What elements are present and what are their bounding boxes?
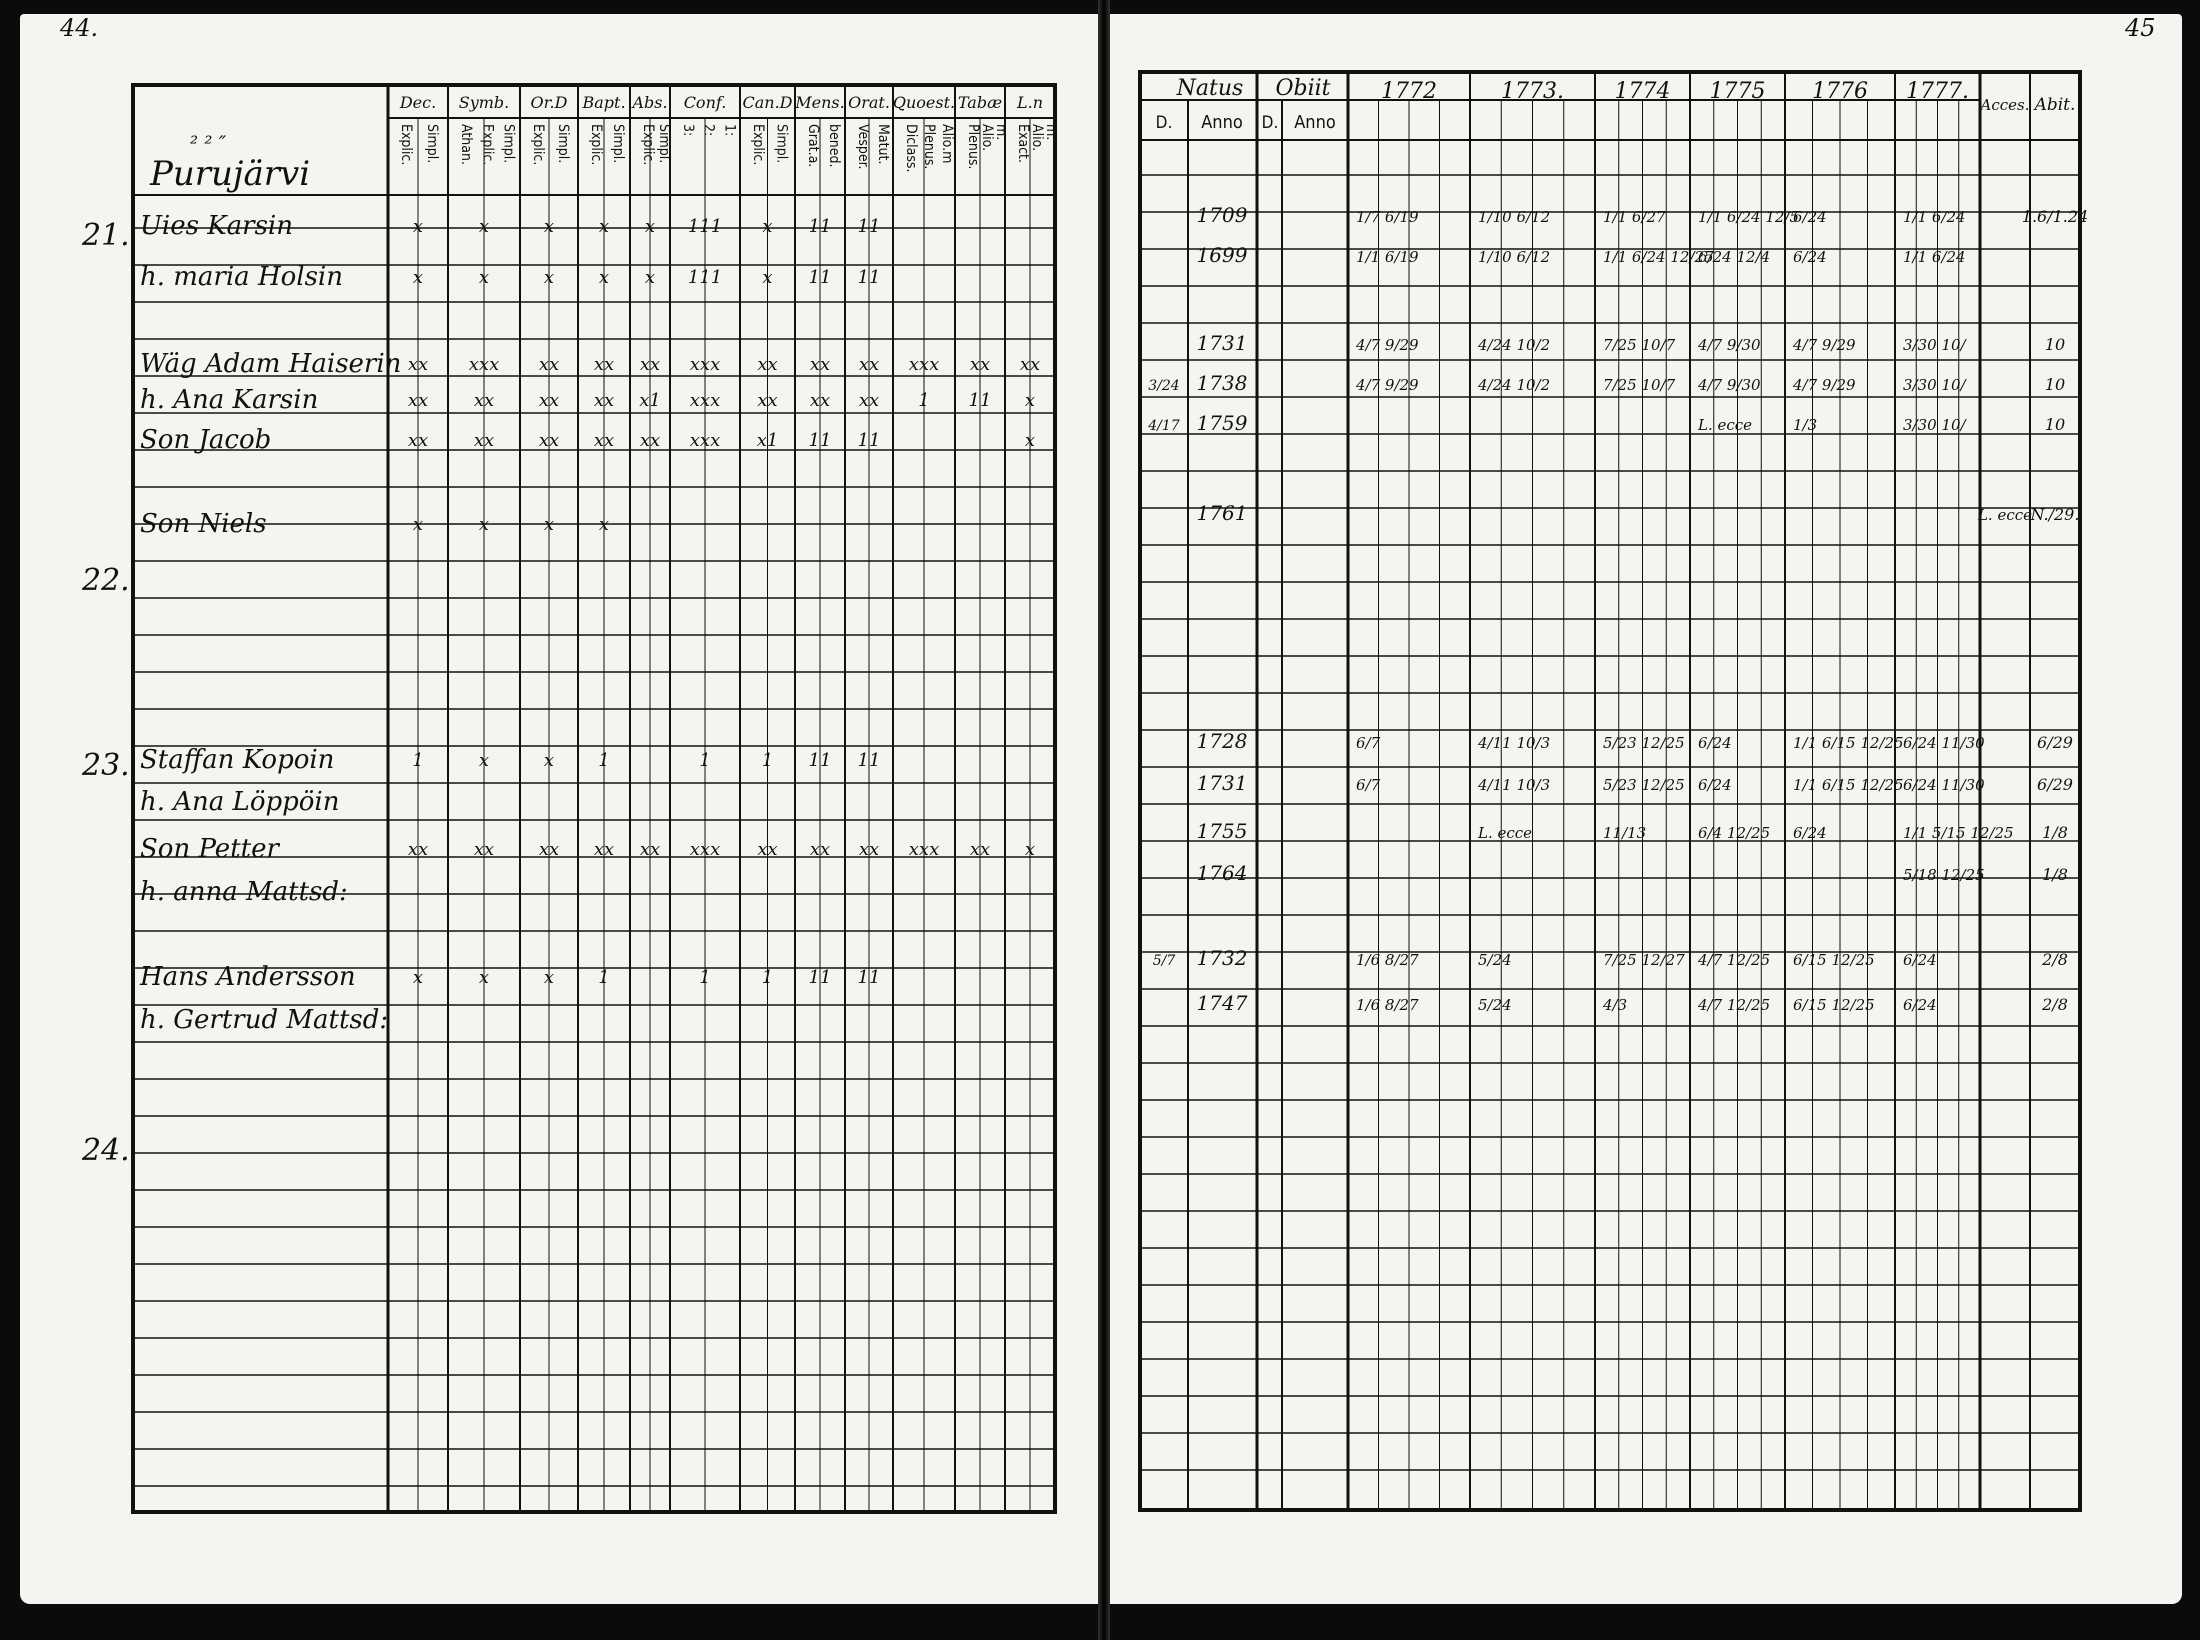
birth-year: 1699 — [1196, 243, 1248, 267]
column-subheader: Simpl. — [656, 124, 672, 164]
column-subheader: Explic. — [588, 124, 604, 166]
person-name: h. Ana Karsin — [140, 385, 319, 415]
catechism-mark: xx — [639, 839, 661, 860]
catechism-mark: xxx — [908, 839, 940, 860]
communion-date: 1/1 6/24 12/5 — [1698, 208, 1800, 226]
communion-date: 7/25 10/7 — [1603, 376, 1676, 394]
catechism-mark: x — [598, 514, 610, 535]
catechism-mark: xxx — [689, 354, 721, 375]
birth-year: 1747 — [1196, 991, 1248, 1015]
communion-date: 6/24 11/30 — [1903, 776, 1985, 794]
catechism-mark: x — [762, 216, 773, 237]
accessit-entry: L. ecce — [1977, 506, 2033, 524]
catechism-mark: x — [543, 216, 555, 237]
catechism-mark: xx — [969, 839, 991, 860]
column-subheader: bened. — [826, 124, 842, 168]
catechism-mark: 1 — [761, 967, 774, 988]
column-subheader: 1: — [721, 124, 738, 137]
catechism-mark: xx — [407, 354, 429, 375]
catechism-mark: xx — [809, 354, 831, 375]
catechism-mark: 11 — [808, 430, 832, 451]
catechism-mark: xx — [473, 390, 495, 411]
catechism-mark: xx — [757, 390, 778, 411]
communion-date: 5/24 — [1478, 951, 1512, 969]
catechism-mark: x — [543, 750, 555, 771]
abit-entry: 1/8 — [2042, 823, 2068, 842]
communion-date: 1/1 6/27 — [1603, 208, 1666, 226]
catechism-mark: x — [1024, 430, 1036, 451]
communion-date: 6/24 — [1698, 734, 1732, 752]
communion-date: 4/7 9/29 — [1793, 336, 1856, 354]
catechism-mark: 11 — [857, 967, 881, 988]
catechism-mark: x — [478, 216, 490, 237]
catechism-mark: x — [1024, 390, 1036, 411]
communion-date: 6/24 — [1698, 776, 1732, 794]
communion-date: 6/24 — [1903, 996, 1937, 1014]
catechism-mark: xx — [593, 839, 615, 860]
catechism-mark: 11 — [857, 267, 881, 288]
catechism-mark: x — [543, 267, 555, 288]
column-subheader: Matut. — [875, 124, 891, 165]
column-subheader: Plenus. — [965, 124, 981, 170]
communion-date: 1/1 6/15 12/25 — [1793, 734, 1904, 752]
communion-date: 5/23 12/25 — [1603, 776, 1685, 794]
birth-year: 1732 — [1196, 946, 1248, 970]
person-name: h. maria Holsin — [140, 262, 343, 292]
abit-entry: 6/29 — [2037, 733, 2073, 752]
catechism-mark: xxx — [689, 430, 721, 451]
communion-date: 1/10 6/12 — [1478, 248, 1551, 266]
catechism-mark: 11 — [968, 390, 992, 411]
catechism-mark: xx — [858, 390, 880, 411]
catechism-mark: xx — [593, 354, 615, 375]
column-subheader: Alio. — [979, 124, 995, 152]
accessit-header: Acces. — [1980, 96, 2030, 114]
communion-date: 4/7 9/30 — [1698, 336, 1761, 354]
communion-date: 1/10 6/12 — [1478, 208, 1551, 226]
communion-date: 6/7 — [1356, 734, 1381, 752]
village-marks: ² ² ″ — [190, 131, 227, 155]
communion-date: 5/18 12/25 — [1903, 866, 1985, 884]
communion-date: 3/30 10/ — [1903, 336, 1966, 354]
catechism-mark: xx — [473, 430, 495, 451]
catechism-mark: 11 — [857, 430, 881, 451]
catechism-mark: 11 — [808, 750, 832, 771]
year-header: 1776 — [1812, 79, 1868, 104]
household-number: 24. — [82, 1133, 130, 1168]
catechism-mark: x — [478, 967, 490, 988]
person-name: Hans Andersson — [140, 962, 356, 992]
communion-date: 4/24 10/2 — [1478, 336, 1551, 354]
abit-entry: 1.6/1.24 — [2021, 207, 2089, 226]
catechism-mark: xx — [538, 390, 560, 411]
obiit-day-subheader: D. — [1261, 113, 1279, 133]
catechism-mark: x1 — [639, 390, 661, 411]
communion-date: 5/23 12/25 — [1603, 734, 1685, 752]
communion-date: L. ecce — [1698, 416, 1753, 434]
catechism-mark: 11 — [808, 267, 832, 288]
communion-date: 1/6 8/27 — [1356, 951, 1419, 969]
person-name: Son Jacob — [140, 425, 272, 455]
birth-year: 1759 — [1196, 411, 1248, 435]
column-header: Tabæ — [957, 93, 1003, 112]
communion-date: 4/11 10/3 — [1478, 734, 1551, 752]
catechism-mark: xx — [858, 839, 880, 860]
catechism-mark: 1 — [918, 390, 930, 411]
catechism-mark: xx — [809, 839, 831, 860]
catechism-mark: xx — [1019, 354, 1041, 375]
household-number: 22. — [82, 563, 130, 598]
year-header: 1777. — [1906, 79, 1969, 104]
column-subheader: Simpl. — [500, 124, 517, 164]
natus-header: Natus — [1176, 76, 1244, 101]
catechism-mark: 11 — [808, 216, 832, 237]
communion-date: 1/1 6/24 — [1903, 208, 1966, 226]
catechism-mark: xx — [639, 430, 661, 451]
column-subheader: Explic. — [530, 124, 546, 166]
catechism-mark: x — [543, 967, 555, 988]
catechism-mark: 1 — [598, 750, 610, 771]
catechism-mark: x — [598, 216, 610, 237]
person-name: Uies Karsin — [140, 211, 293, 241]
catechism-mark: 1 — [699, 967, 711, 988]
abit-entry: N./29. — [2030, 505, 2080, 524]
catechism-mark: x — [543, 514, 555, 535]
column-subheader: Grat.a. — [805, 124, 821, 168]
column-subheader: Explic. — [479, 124, 496, 166]
year-header: 1774 — [1614, 79, 1671, 104]
communion-date: L. ecce — [1478, 824, 1533, 842]
birth-year: 1731 — [1196, 331, 1248, 355]
communion-date: 4/7 9/29 — [1356, 336, 1419, 354]
communion-date: 4/7 9/29 — [1793, 376, 1856, 394]
obiit-anno-subheader: Anno — [1294, 112, 1336, 133]
page-number-left: 44. — [60, 14, 99, 42]
catechism-mark: xxx — [908, 354, 940, 375]
communion-date: 1/6 8/27 — [1356, 996, 1419, 1014]
communion-date: 6/15 12/25 — [1793, 996, 1875, 1014]
communion-date: 5/24 — [1478, 996, 1512, 1014]
communion-date: 1/1 6/19 — [1356, 248, 1419, 266]
birth-year: 1755 — [1196, 819, 1248, 843]
person-name: h. Gertrud Mattsd: — [140, 1005, 389, 1035]
catechism-mark: x — [412, 267, 424, 288]
communion-date: 7/25 12/27 — [1603, 951, 1685, 969]
communion-date: 6/7 — [1356, 776, 1381, 794]
catechism-mark: x — [478, 750, 490, 771]
column-subheader: Simpl. — [424, 124, 440, 164]
household-number: 21. — [82, 218, 130, 253]
abit-entry: 2/8 — [2042, 950, 2068, 969]
communion-date: 6/24 11/30 — [1903, 734, 1985, 752]
catechism-mark: xx — [407, 430, 429, 451]
abit-entry: 10 — [2044, 415, 2066, 434]
communion-date: 4/11 10/3 — [1478, 776, 1551, 794]
year-header: 1775 — [1709, 79, 1766, 104]
catechism-mark: xxx — [689, 839, 721, 860]
year-header: 1773. — [1501, 79, 1564, 104]
catechism-mark: x — [478, 267, 490, 288]
communion-date: 1/1 6/24 — [1903, 248, 1966, 266]
column-header: L.n — [1016, 93, 1044, 112]
catechism-mark: 1 — [412, 750, 424, 771]
column-subheader: Explic. — [750, 124, 766, 166]
column-header: Conf. — [683, 93, 727, 112]
communion-date: 1/1 6/24 12/25 — [1603, 248, 1714, 266]
person-name: Son Niels — [140, 509, 267, 539]
catechism-mark: 111 — [687, 216, 723, 237]
column-header: Or.D — [530, 93, 568, 112]
column-subheader: Athan. — [458, 124, 474, 165]
catechism-mark: xx — [809, 390, 831, 411]
birth-year: 1728 — [1196, 729, 1248, 753]
catechism-mark: 11 — [808, 967, 832, 988]
catechism-mark: xxx — [468, 354, 500, 375]
person-name: Staffan Kopoin — [140, 745, 335, 775]
catechism-mark: x — [478, 514, 490, 535]
column-subheader: 2: — [700, 124, 717, 137]
communion-date: 6/24 — [1793, 824, 1827, 842]
communion-date: 11/13 — [1603, 824, 1647, 842]
catechism-mark: 1 — [598, 967, 610, 988]
catechism-mark: x1 — [756, 430, 779, 451]
abit-entry: 6/29 — [2037, 775, 2073, 794]
column-subheader: m. — [993, 124, 1009, 141]
column-subheader: Alio.m — [939, 124, 955, 164]
communion-date: 6/24 — [1793, 248, 1827, 266]
column-subheader: Plenus. — [921, 124, 937, 170]
column-header: Bapt. — [582, 93, 626, 112]
catechism-mark: xx — [538, 839, 560, 860]
person-name: Son Petter — [140, 834, 279, 864]
catechism-mark: xxx — [689, 390, 721, 411]
birth-day: 5/7 — [1152, 953, 1176, 969]
column-subheader: Simpl. — [555, 124, 571, 164]
year-header: 1772 — [1381, 79, 1437, 104]
person-name: h. Ana Löppöin — [140, 787, 340, 817]
page-number-right: 45 — [2125, 14, 2156, 42]
communion-date: 7/25 10/7 — [1603, 336, 1676, 354]
household-number: 23. — [82, 748, 130, 783]
communion-date: 6/24 — [1903, 951, 1937, 969]
column-subheader: Explic. — [640, 124, 656, 166]
abit-entry: 1/8 — [2042, 865, 2068, 884]
village-name: Purujärvi — [150, 154, 311, 194]
catechism-mark: x — [412, 216, 424, 237]
birth-day: 4/17 — [1148, 418, 1180, 434]
catechism-mark: xx — [538, 354, 560, 375]
natus-anno-subheader: Anno — [1201, 112, 1243, 133]
column-subheader: m. — [1043, 124, 1059, 141]
column-header: Can.D — [742, 93, 793, 112]
birth-day: 3/24 — [1148, 378, 1180, 394]
communion-date: 4/7 9/29 — [1356, 376, 1419, 394]
communion-date: 1/1 5/15 12/25 — [1903, 824, 2014, 842]
communion-date: 6/15 12/25 — [1793, 951, 1875, 969]
person-name: Wäg Adam Haiserin — [140, 349, 402, 379]
column-header: Mens. — [795, 93, 845, 112]
catechism-mark: xx — [969, 354, 991, 375]
person-name: h. anna Mattsd: — [140, 877, 348, 907]
column-subheader: Simpl. — [773, 124, 790, 164]
birth-year: 1731 — [1196, 771, 1248, 795]
catechism-mark: x — [644, 267, 656, 288]
communion-date: 4/7 12/25 — [1698, 951, 1771, 969]
catechism-mark: x — [1024, 839, 1036, 860]
catechism-mark: xx — [757, 839, 778, 860]
column-subheader: Diclass. — [903, 124, 919, 173]
communion-date: 6/4 12/25 — [1698, 824, 1771, 842]
catechism-mark: x — [598, 267, 610, 288]
column-subheader: 3: — [680, 124, 696, 137]
catechism-mark: x — [644, 216, 656, 237]
communion-date: 4/7 12/25 — [1698, 996, 1771, 1014]
column-header: Symb. — [458, 93, 510, 112]
catechism-mark: xx — [473, 839, 495, 860]
birth-year: 1709 — [1196, 203, 1248, 227]
catechism-mark: xx — [407, 390, 429, 411]
communion-date: 3/30 10/ — [1903, 376, 1966, 394]
communion-date: 1/3 — [1793, 416, 1818, 434]
catechism-mark: xx — [639, 354, 661, 375]
catechism-mark: xx — [538, 430, 560, 451]
birth-year: 1764 — [1196, 861, 1248, 885]
abit-entry: 10 — [2044, 335, 2066, 354]
catechism-mark: x — [762, 267, 773, 288]
abit-header: Abit. — [2034, 95, 2076, 115]
catechism-mark: xx — [407, 839, 429, 860]
column-header: Dec. — [399, 93, 437, 112]
communion-date: 6/24 12/4 — [1698, 248, 1771, 266]
catechism-mark: 1 — [761, 750, 774, 771]
column-header: Quoest. — [892, 93, 956, 112]
catechism-mark: xx — [593, 390, 615, 411]
column-subheader: Explic. — [398, 124, 414, 166]
column-header: Abs. — [632, 93, 668, 112]
catechism-mark: 11 — [857, 216, 881, 237]
column-subheader: Vesper. — [855, 124, 871, 170]
birth-year: 1761 — [1196, 501, 1248, 525]
abit-entry: 2/8 — [2042, 995, 2068, 1014]
communion-date: 4/7 9/30 — [1698, 376, 1761, 394]
communion-date: 1/1 6/15 12/25 — [1793, 776, 1904, 794]
birth-year: 1738 — [1196, 371, 1248, 395]
catechism-mark: x — [412, 967, 424, 988]
catechism-mark: x — [412, 514, 424, 535]
column-subheader: Alio. — [1029, 124, 1045, 152]
catechism-mark: 11 — [857, 750, 881, 771]
natus-day-subheader: D. — [1155, 113, 1173, 133]
column-header: Orat. — [848, 93, 890, 112]
catechism-mark: 1 — [699, 750, 711, 771]
catechism-mark: xx — [593, 430, 615, 451]
communion-date: 4/3 — [1603, 996, 1628, 1014]
communion-date: 3/30 10/ — [1903, 416, 1966, 434]
abit-entry: 10 — [2044, 375, 2066, 394]
catechism-mark: xx — [757, 354, 778, 375]
column-subheader: Simpl. — [610, 124, 626, 164]
communion-date: 6/24 — [1793, 208, 1827, 226]
communion-date: 1/7 6/19 — [1356, 208, 1419, 226]
communion-date: 4/24 10/2 — [1478, 376, 1551, 394]
catechism-mark: 111 — [687, 267, 723, 288]
obiit-header: Obiit — [1275, 76, 1331, 101]
catechism-mark: xx — [858, 354, 880, 375]
column-subheader: Exact. — [1015, 124, 1031, 163]
